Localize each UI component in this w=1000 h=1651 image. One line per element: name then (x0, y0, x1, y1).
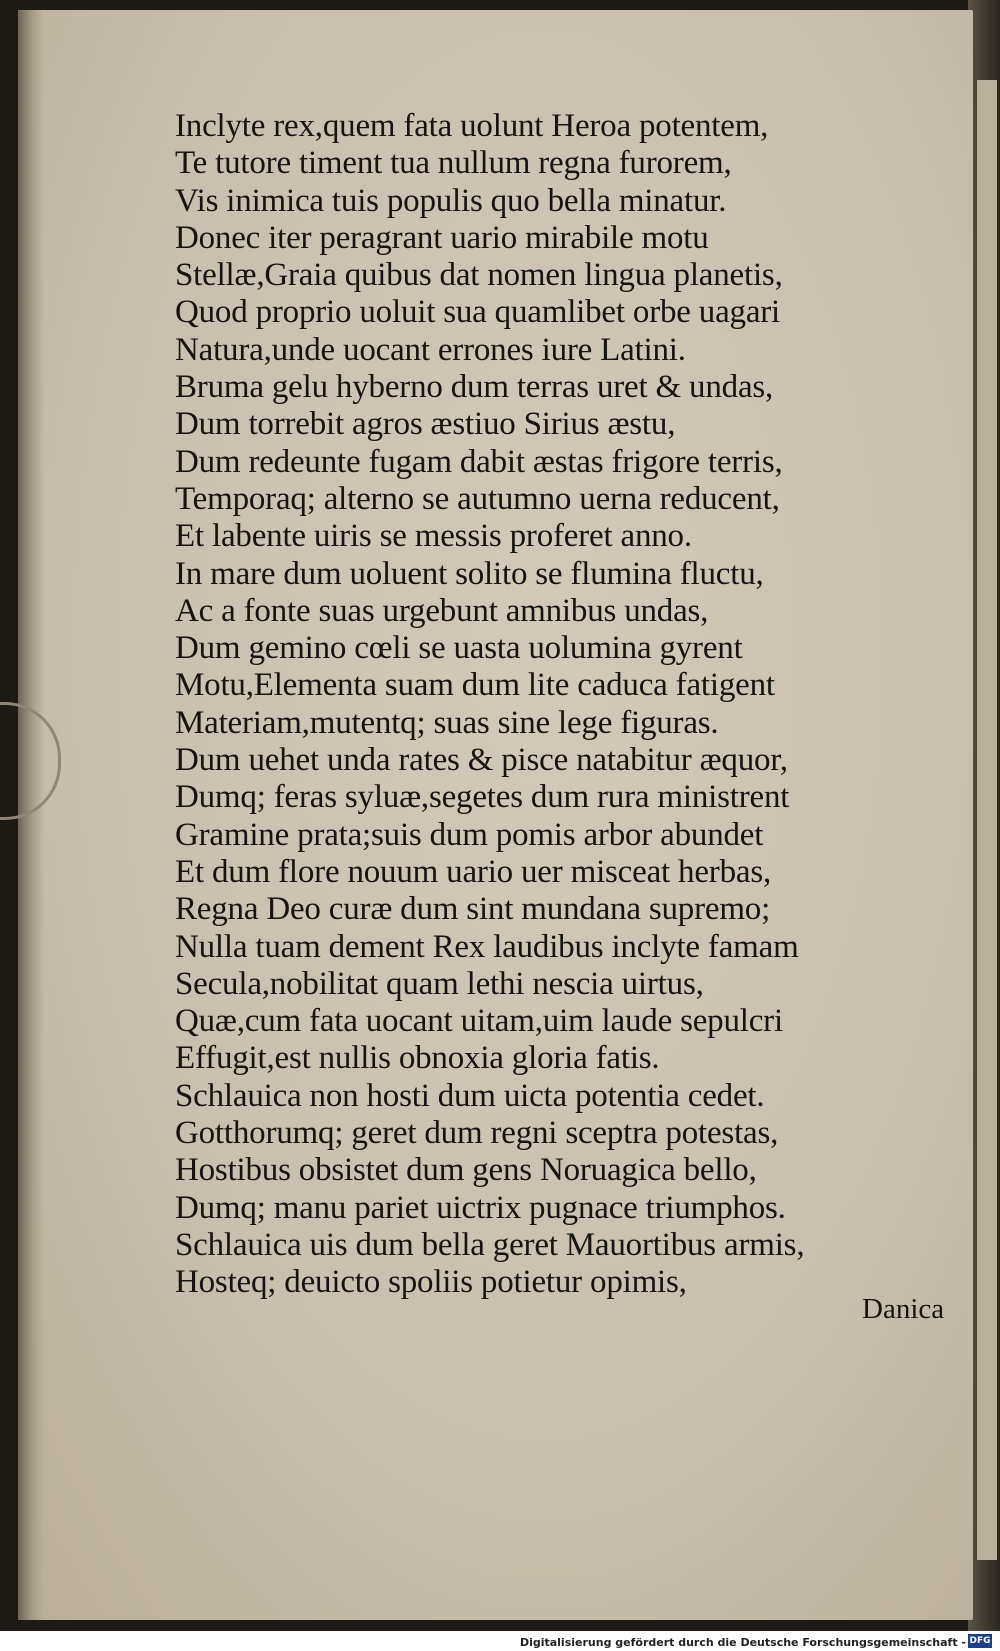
poem-line: Te tutore timent tua nullum regna furorem, (175, 145, 732, 182)
poem-line: Stellæ,Graia quibus dat nomen lingua planetis, (175, 257, 783, 294)
catchword: Danica (862, 1293, 945, 1325)
footer-credit: Digitalisierung gefördert durch die Deutsche Forschungsgemeinschaft - (519, 1636, 966, 1649)
poem-line: Effugit,est nullis obnoxia gloria fatis. (175, 1040, 660, 1077)
poem-line: Dum uehet unda rates & pisce natabitur æquor, (175, 742, 788, 779)
poem-line: Dum redeunte fugam dabit æstas frigore terris, (175, 443, 783, 480)
poem-line: Dum torrebit agros æstiuo Sirius æstu, (175, 406, 676, 443)
poem-line: Nulla tuam dement Rex laudibus inclyte famam (175, 928, 799, 965)
poem-line: Secula,nobilitat quam lethi nescia uirtus, (175, 965, 704, 1002)
poem-line: Gramine prata;suis dum pomis arbor abundet (175, 816, 764, 853)
adjacent-page-edge (975, 80, 997, 1560)
poem-line: Et labente uiris se messis proferet anno. (175, 518, 692, 555)
poem-line: Temporaq; alterno se autumno uerna reducent, (175, 480, 780, 517)
poem-line: Schlauica uis dum bella geret Mauortibus armis, (175, 1226, 805, 1263)
poem-line: In mare dum uoluent solito se flumina fluctu, (175, 555, 764, 592)
poem-line: Motu,Elementa suam dum lite caduca fatigent (175, 667, 775, 704)
poem-line: Ac a fonte suas urgebunt amnibus undas, (175, 592, 709, 629)
poem-line: Dumq; feras syluæ,segetes dum rura ministrent (175, 779, 790, 816)
poem-line: Quod proprio uoluit sua quamlibet orbe uagari (175, 294, 781, 331)
poem-line: Vis inimica tuis populis quo bella minatur. (175, 182, 727, 219)
footer-bar (0, 1631, 1000, 1651)
poem-line: Donec iter peragrant uario mirabile motu (175, 219, 709, 256)
poem-line: Bruma gelu hyberno dum terras uret & undas, (175, 369, 774, 406)
poem-line: Natura,unde uocant errones iure Latini. (175, 331, 686, 368)
poem-text-block (175, 108, 935, 1302)
poem-line: Dum gemino cœli se uasta uolumina gyrent (175, 630, 743, 667)
poem-line: Et dum flore nouum uario uer misceat herbas, (175, 853, 772, 890)
poem-line: Quæ,cum fata uocant uitam,uim laude sepulcri (175, 1003, 783, 1040)
poem-line: Dumq; manu pariet uictrix pugnace triumphos. (175, 1189, 786, 1226)
dfg-logo: DFG (969, 1636, 991, 1646)
poem-line: Hosteq; deuicto spoliis potietur opimis, (175, 1264, 687, 1301)
poem-line: Gotthorumq; geret dum regni sceptra potestas, (175, 1115, 779, 1152)
poem-line: Regna Deo curæ dum sint mundana supremo; (175, 891, 771, 928)
poem-line: Materiam,mutentq; suas sine lege figuras. (175, 704, 719, 741)
poem-line: Hostibus obsistet dum gens Noruagica bello, (175, 1152, 757, 1189)
poem-line: Inclyte rex,quem fata uolunt Heroa potentem, (175, 108, 769, 144)
poem-line: Schlauica non hosti dum uicta potentia cedet. (175, 1077, 765, 1114)
